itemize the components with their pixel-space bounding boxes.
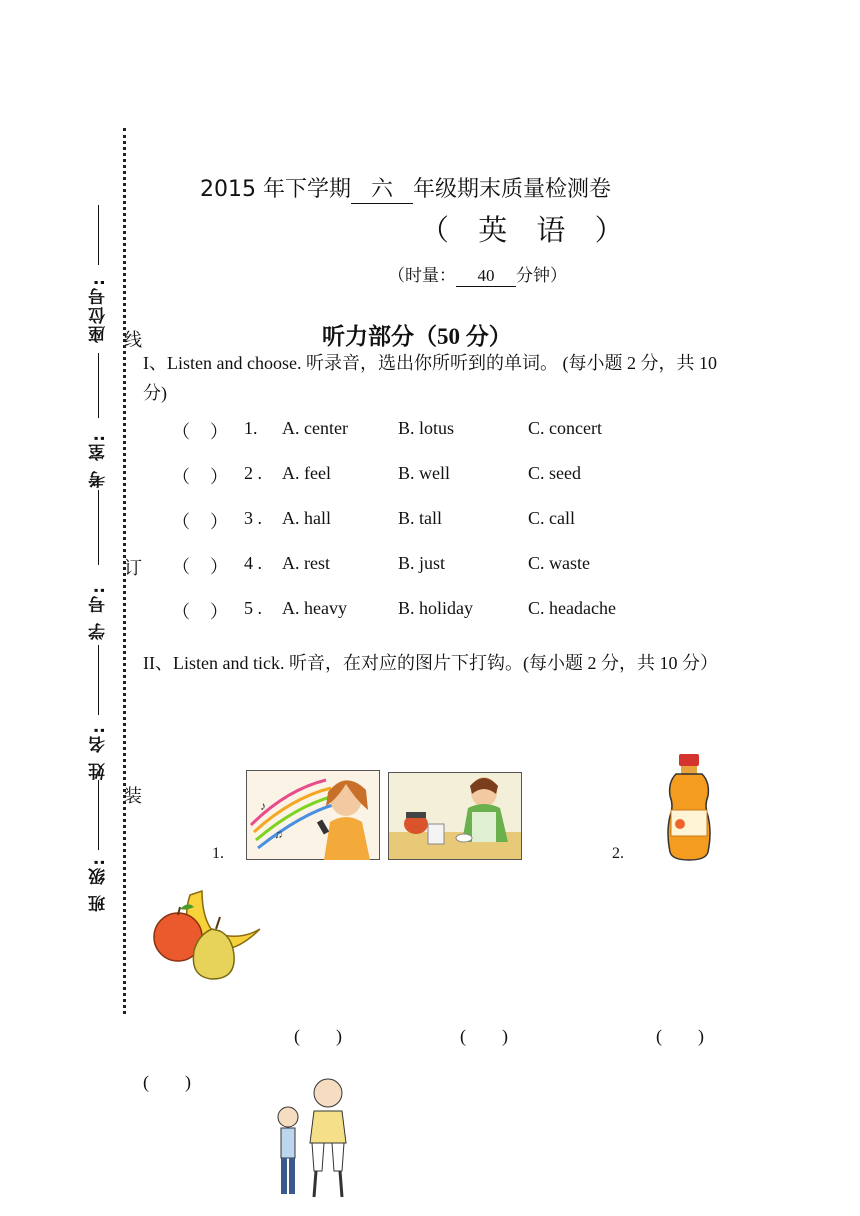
people-picture (272, 1075, 356, 1199)
answer-paren-close: ） (210, 602, 228, 622)
option-c: C. concert (528, 418, 602, 438)
option-b: B. just (398, 553, 446, 573)
answer-paren-1: ( ) (294, 1026, 342, 1046)
section-title: 听力部分（50 分） (322, 324, 512, 349)
answer-paren-close: ） (210, 512, 228, 532)
answer-paren-close: ） (210, 467, 228, 487)
subject-title: （ 英 语 ） (420, 213, 634, 247)
answer-paren-open: （ (172, 467, 190, 487)
option-c: C. call (528, 508, 575, 528)
student-id-label: 学 号: (89, 585, 109, 640)
option-a: A. hall (282, 508, 331, 528)
svg-text:♫: ♫ (274, 827, 283, 841)
cut-mark-bind: 订 (121, 558, 142, 576)
grade-blank: 六 (351, 172, 413, 204)
answer-paren-close: ） (210, 422, 228, 442)
question-number: 5 . (244, 598, 262, 618)
answer-paren-close: ） (210, 557, 228, 577)
answer-paren-2: ( ) (460, 1026, 508, 1046)
page-title: 2015 年下学期 六 年级期末质量检测卷 (200, 172, 611, 204)
option-c: C. seed (528, 463, 581, 483)
option-b: B. lotus (398, 418, 455, 438)
answer-paren-4: ( ) (143, 1072, 191, 1092)
option-c: C. waste (528, 553, 590, 573)
fruit-picture (150, 885, 265, 981)
seat-number-label: 座位号: (89, 277, 109, 343)
option-a: A. heavy (282, 598, 347, 618)
class-label: 班 级: (89, 857, 109, 912)
question-number: 4 . (244, 553, 262, 573)
option-c: C. headache (528, 598, 616, 618)
name-label: 姓 名: (89, 725, 109, 780)
part2-label-1: 1. (212, 845, 224, 862)
answer-paren-open: （ (172, 602, 190, 622)
answer-paren-open: （ (172, 557, 190, 577)
option-b: B. tall (398, 508, 442, 528)
cooking-picture (388, 772, 522, 860)
option-a: A. feel (282, 463, 331, 483)
time-limit: （时量： 40 分钟） (388, 266, 567, 285)
option-a: A. center (282, 418, 348, 438)
answer-paren-3: ( ) (656, 1026, 704, 1046)
exam-room-label: 考 室: (89, 433, 109, 488)
part2-label-2: 2. (612, 845, 624, 862)
part2-instruction: II、Listen and tick. 听音，在对应的图片下打钩。(每小题 2 分，共 10 分） (143, 653, 718, 673)
juice-bottle-picture (664, 752, 714, 862)
answer-paren-open: （ (172, 512, 190, 532)
option-b: B. holiday (398, 598, 473, 618)
question-number: 1. (244, 418, 258, 438)
singer-picture (246, 770, 380, 860)
cut-mark-fix: 装 (121, 786, 142, 804)
part1-instruction: I、Listen and choose. 听录音，选出你所听到的单词。 (每小题 2 分，共 10 分) (143, 353, 717, 403)
time-value: 40 (456, 266, 516, 287)
cut-mark-line: 线 (121, 330, 142, 348)
option-a: A. rest (282, 553, 330, 573)
svg-text:♪: ♪ (260, 799, 266, 813)
student-info-strip (78, 205, 118, 925)
option-b: B. well (398, 463, 450, 483)
question-number: 2 . (244, 463, 262, 483)
question-number: 3 . (244, 508, 262, 528)
answer-paren-open: （ (172, 422, 190, 442)
